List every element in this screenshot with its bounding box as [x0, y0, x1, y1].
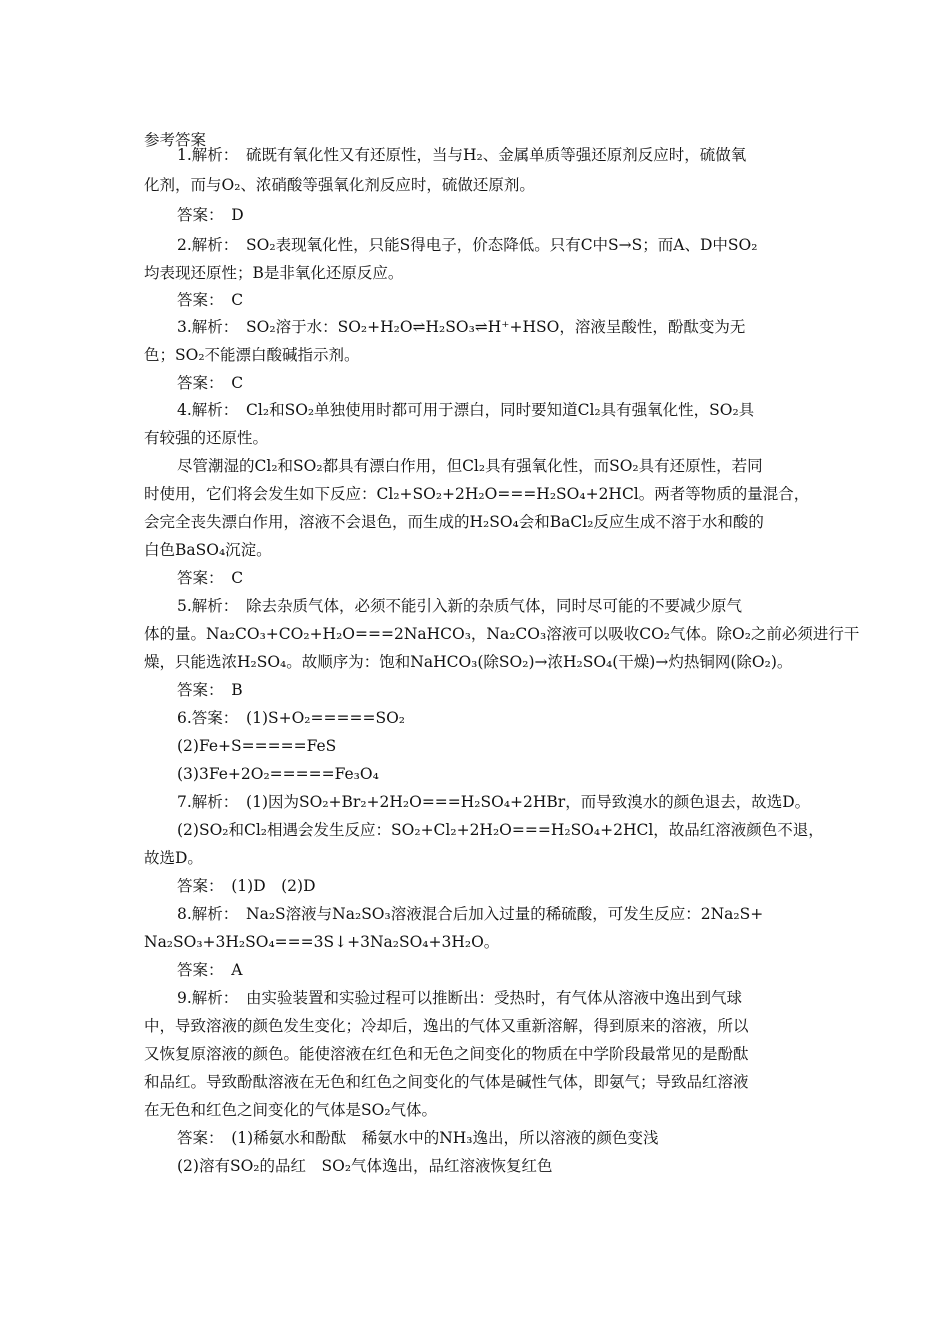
- text-line: (3)3Fe+2O₂=====Fe₃O₄: [177, 765, 379, 783]
- text-line: 尽管潮湿的Cl₂和SO₂都具有漂白作用，但Cl₂具有强氧化性，而SO₂具有还原性，若同: [177, 457, 763, 475]
- text-line: 时使用，它们将会发生如下反应：Cl₂+SO₂+2H₂O===H₂SO₄+2HCl。两者等物质的量混合，: [144, 485, 810, 503]
- text-line: 答案： B: [177, 681, 243, 699]
- text-line: 中，导致溶液的颜色发生变化；冷却后，逸出的气体又重新溶解，得到原来的溶液，所以: [144, 1017, 749, 1035]
- text-line: 8.解析： Na₂S溶液与Na₂SO₃溶液混合后加入过量的稀硫酸，可发生反应：2Na₂S+: [177, 905, 764, 923]
- text-line: 化剂，而与O₂、浓硝酸等强氧化剂反应时，硫做还原剂。: [144, 176, 535, 194]
- text-line: 在无色和红色之间变化的气体是SO₂气体。: [144, 1101, 438, 1119]
- text-line: 均表现还原性；B是非氧化还原反应。: [144, 264, 404, 282]
- text-line: 白色BaSO₄沉淀。: [144, 541, 272, 559]
- text-line: Na₂SO₃+3H₂SO₄===3S↓+3Na₂SO₄+3H₂O。: [144, 933, 500, 951]
- text-line: 9.解析： 由实验装置和实验过程可以推断出：受热时，有气体从溶液中逸出到气球: [177, 989, 743, 1007]
- text-line: 色；SO₂不能漂白酸碱指示剂。: [144, 346, 360, 364]
- text-line: 体的量。Na₂CO₃+CO₂+H₂O===2NaHCO₃，Na₂CO₃溶液可以吸收CO₂气体。除O₂之前必须进行干: [144, 625, 860, 643]
- text-line: (2)Fe+S=====FeS: [177, 737, 337, 755]
- text-line: 5.解析： 除去杂质气体，必须不能引入新的杂质气体，同时尽可能的不要减少原气: [177, 597, 743, 615]
- text-line: 答案： C: [177, 374, 244, 392]
- text-line: 2.解析： SO₂表现氧化性，只能S得电子，价态降低。只有C中S→S；而A、D中SO₂: [177, 236, 758, 254]
- text-line: 答案： C: [177, 291, 244, 309]
- text-line: 6.答案： (1)S+O₂=====SO₂: [177, 709, 405, 727]
- text-line: 4.解析： Cl₂和SO₂单独使用时都可用于漂白，同时要知道Cl₂具有强氧化性，SO₂具: [177, 401, 755, 419]
- text-line: 答案： A: [177, 961, 243, 979]
- text-line: 答案： (1)稀氨水和酚酞 稀氨水中的NH₃逸出，所以溶液的颜色变浅: [177, 1129, 659, 1147]
- text-line: 3.解析： SO₂溶于水：SO₂+H₂O⇌H₂SO₃⇌H⁺+HSO，溶液呈酸性，酚酞变为无: [177, 318, 746, 336]
- text-line: 又恢复原溶液的颜色。能使溶液在红色和无色之间变化的物质在中学阶段最常见的是酚酞: [144, 1045, 749, 1063]
- text-line: 有较强的还原性。: [144, 429, 269, 447]
- text-line: 答案： C: [177, 569, 244, 587]
- text-line: (2)SO₂和Cl₂相遇会发生反应：SO₂+Cl₂+2H₂O===H₂SO₄+2HCl，故品红溶液颜色不退，: [177, 821, 824, 839]
- text-line: 故选D。: [144, 849, 203, 867]
- text-line: 答案： (1)D (2)D: [177, 877, 316, 895]
- text-line: 答案： D: [177, 206, 244, 224]
- text-line: 会完全丧失漂白作用，溶液不会退色，而生成的H₂SO₄会和BaCl₂反应生成不溶于水和酸的: [144, 513, 764, 531]
- text-line: (2)溶有SO₂的品红 SO₂气体逸出，品红溶液恢复红色: [177, 1157, 553, 1175]
- text-line: 1.解析： 硫既有氧化性又有还原性，当与H₂、金属单质等强还原剂反应时，硫做氧: [177, 146, 747, 164]
- text-line: 燥，只能选浓H₂SO₄。故顺序为：饱和NaHCO₃(除SO₂)→浓H₂SO₄(干燥)→灼热铜网(除O₂)。: [144, 653, 793, 671]
- text-line: 和品红。导致酚酞溶液在无色和红色之间变化的气体是碱性气体，即氨气；导致品红溶液: [144, 1073, 749, 1091]
- text-line: 7.解析： (1)因为SO₂+Br₂+2H₂O===H₂SO₄+2HBr，而导致溴水的颜色退去，故选D。: [177, 793, 811, 811]
- answer-heading: 参考答案: [144, 131, 207, 149]
